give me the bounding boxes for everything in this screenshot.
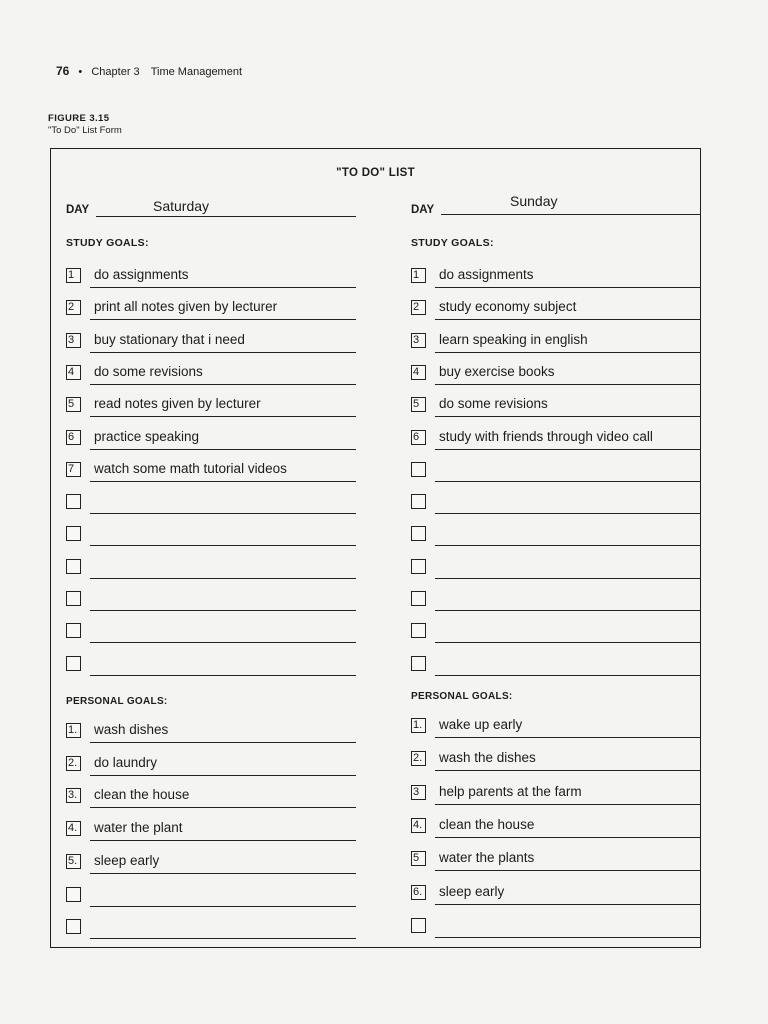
goal-text-field[interactable]: watch some math tutorial videos: [94, 460, 287, 476]
personal-goal-row: [66, 885, 356, 905]
study-goal-row: [411, 621, 701, 641]
study-goal-row: [66, 395, 356, 415]
goal-text-field[interactable]: water the plants: [439, 850, 535, 866]
study-goal-row: [66, 298, 356, 318]
goal-underline: [435, 870, 701, 871]
study-goal-row: [411, 266, 701, 286]
goal-checkbox[interactable]: 6: [411, 430, 426, 445]
personal-goal-row: [66, 721, 356, 741]
goal-underline: [90, 807, 356, 808]
goal-checkbox[interactable]: 3: [66, 333, 81, 348]
personal-goal-row: [66, 917, 356, 937]
goal-checkbox[interactable]: [66, 656, 81, 671]
study-goal-row: [66, 589, 356, 609]
goal-checkbox[interactable]: 2.: [411, 751, 426, 766]
goal-underline: [435, 287, 701, 288]
goal-underline: [435, 449, 701, 450]
header-separator: •: [78, 66, 83, 78]
goal-underline: [90, 675, 356, 676]
goal-underline: [90, 481, 356, 482]
goal-checkbox[interactable]: 2: [411, 300, 426, 315]
personal-goals-label: PERSONAL GOALS:: [66, 696, 168, 707]
goal-underline: [90, 742, 356, 743]
day-row: [411, 193, 701, 216]
goal-text-field[interactable]: do assignments: [94, 267, 189, 282]
study-goal-row: [411, 428, 701, 448]
goal-checkbox[interactable]: [411, 462, 426, 477]
goal-text-field[interactable]: study with friends through video call: [439, 428, 653, 444]
goal-checkbox[interactable]: [411, 918, 426, 933]
goal-checkbox[interactable]: 2: [66, 300, 81, 315]
goal-underline: [90, 287, 356, 288]
personal-goal-row: [66, 786, 356, 806]
goal-text-field[interactable]: help parents at the farm: [439, 783, 582, 799]
goal-text-field[interactable]: learn speaking in english: [439, 331, 588, 347]
goal-underline: [90, 545, 356, 546]
goal-underline: [435, 578, 701, 579]
goal-underline: [90, 642, 356, 643]
study-goal-row: [411, 460, 701, 480]
goal-underline: [435, 737, 701, 738]
study-goal-row: [66, 621, 356, 641]
personal-goal-row: [411, 716, 701, 736]
goal-underline: [90, 610, 356, 611]
goal-text-field[interactable]: wash dishes: [94, 722, 169, 737]
goal-text-field[interactable]: clean the house: [94, 787, 190, 803]
goal-checkbox[interactable]: [411, 559, 426, 574]
goal-underline: [90, 938, 356, 939]
goal-underline: [435, 513, 701, 514]
goal-underline: [90, 513, 356, 514]
goal-underline: [435, 416, 701, 417]
goal-checkbox[interactable]: 1: [411, 268, 426, 283]
goal-text-field[interactable]: read notes given by lecturer: [94, 396, 261, 412]
goal-checkbox[interactable]: [411, 494, 426, 509]
goal-checkbox[interactable]: [66, 559, 81, 574]
day-label: DAY: [66, 204, 90, 216]
goal-underline: [435, 384, 701, 385]
goal-underline: [435, 837, 701, 838]
personal-goal-row: [411, 916, 701, 936]
goal-checkbox[interactable]: [411, 656, 426, 671]
goal-text-field[interactable]: wake up early: [439, 717, 523, 732]
goal-underline: [90, 578, 356, 579]
day-underline: [96, 216, 356, 217]
goal-underline: [90, 352, 356, 353]
study-goal-row: [411, 298, 701, 318]
day-label: DAY: [411, 204, 435, 216]
day-field[interactable]: Sunday: [510, 193, 558, 209]
todo-form: [50, 148, 701, 948]
goal-text-field[interactable]: sleep early: [94, 852, 160, 868]
goal-checkbox[interactable]: 1: [66, 268, 81, 283]
personal-goal-row: [66, 852, 356, 872]
goal-underline: [435, 352, 701, 353]
study-goal-row: [411, 363, 701, 383]
personal-goal-row: [411, 883, 701, 903]
day-underline: [441, 214, 701, 215]
day-row: [66, 199, 356, 217]
chapter-label: Chapter 3: [91, 66, 140, 78]
goal-checkbox[interactable]: [66, 591, 81, 606]
goal-checkbox[interactable]: [411, 526, 426, 541]
goal-underline: [90, 449, 356, 450]
goal-checkbox[interactable]: [66, 919, 81, 934]
figure-label: FIGURE 3.15: [48, 113, 110, 124]
study-goal-row: [411, 395, 701, 415]
study-goal-row: [411, 524, 701, 544]
goal-checkbox[interactable]: 4: [411, 365, 426, 380]
goal-text-field[interactable]: clean the house: [439, 816, 535, 832]
goal-text-field[interactable]: wash the dishes: [439, 750, 536, 766]
goal-underline: [435, 804, 701, 805]
goal-text-field[interactable]: study economy subject: [439, 299, 577, 315]
goal-underline: [90, 840, 356, 841]
goal-text-field[interactable]: practice speaking: [94, 428, 200, 444]
goal-underline: [435, 481, 701, 482]
sunday-column: [411, 149, 701, 947]
goal-text-field[interactable]: do some revisions: [439, 396, 548, 412]
form-title: "TO DO" LIST: [336, 167, 415, 179]
goal-text-field[interactable]: buy exercise books: [439, 363, 555, 379]
goal-text-field[interactable]: buy stationary that i need: [94, 331, 245, 347]
goal-checkbox[interactable]: 3: [411, 785, 426, 800]
personal-goal-row: [411, 783, 701, 803]
personal-goals-label: PERSONAL GOALS:: [411, 691, 513, 702]
goal-underline: [90, 416, 356, 417]
goal-checkbox[interactable]: 5: [66, 397, 81, 412]
goal-checkbox[interactable]: 4: [66, 365, 81, 380]
study-goal-row: [411, 557, 701, 577]
study-goal-row: [411, 331, 701, 351]
goal-checkbox[interactable]: [66, 526, 81, 541]
goal-checkbox[interactable]: [66, 623, 81, 638]
goal-text-field[interactable]: print all notes given by lecturer: [94, 299, 278, 315]
goal-checkbox[interactable]: 3.: [66, 788, 81, 803]
goal-underline: [435, 904, 701, 905]
goal-underline: [90, 906, 356, 907]
goal-checkbox[interactable]: 4.: [411, 818, 426, 833]
goal-text-field[interactable]: do laundry: [94, 754, 158, 770]
goal-underline: [90, 319, 356, 320]
goal-underline: [435, 610, 701, 611]
goal-checkbox[interactable]: [411, 623, 426, 638]
goal-checkbox[interactable]: 5: [411, 851, 426, 866]
goal-checkbox[interactable]: 1.: [411, 718, 426, 733]
day-field[interactable]: Saturday: [153, 198, 210, 214]
goal-checkbox[interactable]: 2.: [66, 756, 81, 771]
goal-underline: [435, 642, 701, 643]
goal-underline: [435, 545, 701, 546]
study-goal-row: [66, 266, 356, 286]
goal-checkbox[interactable]: 6.: [411, 885, 426, 900]
goal-checkbox[interactable]: [66, 887, 81, 902]
study-goal-row: [66, 654, 356, 674]
goal-underline: [435, 770, 701, 771]
goal-checkbox[interactable]: 5.: [66, 854, 81, 869]
goal-text-field[interactable]: sleep early: [439, 883, 505, 899]
goal-checkbox[interactable]: 6: [66, 430, 81, 445]
study-goal-row: [66, 428, 356, 448]
goal-underline: [90, 384, 356, 385]
goal-text-field[interactable]: do assignments: [439, 267, 534, 282]
study-goal-row: [411, 492, 701, 512]
page-header: [56, 64, 242, 78]
study-goals-label: STUDY GOALS:: [411, 237, 494, 249]
personal-goal-row: [66, 819, 356, 839]
goal-checkbox[interactable]: 4.: [66, 821, 81, 836]
personal-goal-row: [411, 816, 701, 836]
goal-text-field[interactable]: do some revisions: [94, 363, 203, 379]
personal-goal-row: [411, 849, 701, 869]
goal-underline: [90, 775, 356, 776]
study-goal-row: [66, 492, 356, 512]
study-goal-row: [66, 524, 356, 544]
goal-text-field[interactable]: water the plant: [94, 820, 183, 836]
goal-underline: [90, 873, 356, 874]
figure-caption: "To Do" List Form: [48, 125, 122, 136]
study-goals-label: STUDY GOALS:: [66, 237, 149, 249]
goal-checkbox[interactable]: [66, 494, 81, 509]
study-goal-row: [66, 363, 356, 383]
goal-checkbox[interactable]: 5: [411, 397, 426, 412]
chapter-title: Time Management: [150, 66, 243, 78]
page-number: 76: [56, 64, 70, 78]
study-goal-row: [66, 460, 356, 480]
goal-checkbox[interactable]: 3: [411, 333, 426, 348]
study-goal-row: [411, 654, 701, 674]
goal-checkbox[interactable]: 1.: [66, 723, 81, 738]
personal-goal-row: [66, 754, 356, 774]
goal-checkbox[interactable]: 7: [66, 462, 81, 477]
saturday-column: [66, 149, 356, 947]
personal-goal-row: [411, 749, 701, 769]
goal-checkbox[interactable]: [411, 591, 426, 606]
study-goal-row: [66, 331, 356, 351]
goal-underline: [435, 675, 701, 676]
study-goal-row: [411, 589, 701, 609]
study-goal-row: [66, 557, 356, 577]
goal-underline: [435, 937, 701, 938]
goal-underline: [435, 319, 701, 320]
